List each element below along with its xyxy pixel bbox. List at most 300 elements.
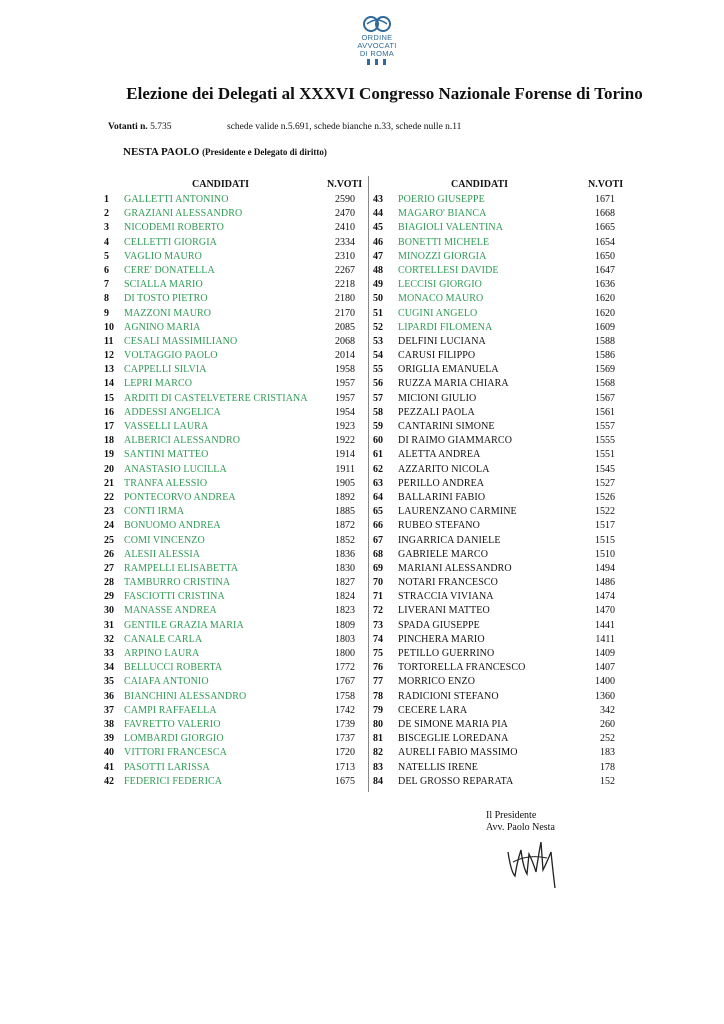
candidate-name: RAMPELLI ELISABETTA xyxy=(124,562,239,574)
candidate-name: LECCISI GIORGIO xyxy=(398,279,482,291)
signature-name: Avv. Paolo Nesta xyxy=(486,822,555,833)
table-row xyxy=(0,236,724,250)
candidate-votes: 1474 xyxy=(595,591,615,603)
candidate-votes: 1830 xyxy=(335,562,355,574)
row-number: 69 xyxy=(373,562,383,574)
candidate-votes: 1885 xyxy=(335,506,355,518)
logo-line-3: DI ROMA xyxy=(359,49,395,58)
row-number: 78 xyxy=(373,690,383,702)
candidate-votes: 1494 xyxy=(595,562,615,574)
row-number: 44 xyxy=(373,208,383,220)
candidate-name: CANALE CARLA xyxy=(124,633,203,645)
candidate-votes: 1957 xyxy=(335,378,355,390)
row-number: 61 xyxy=(373,449,383,461)
table-row xyxy=(0,675,724,689)
candidate-name: CORTELLESI DAVIDE xyxy=(398,264,499,276)
row-number: 64 xyxy=(373,491,383,503)
candidate-name: BISCEGLIE LOREDANA xyxy=(398,733,509,745)
table-row xyxy=(0,590,724,604)
table-row xyxy=(0,775,724,789)
candidate-name: CAIAFA ANTONIO xyxy=(124,676,209,688)
table-row xyxy=(0,647,724,661)
row-number: 9 xyxy=(104,307,109,319)
table-row xyxy=(0,349,724,363)
candidate-votes: 342 xyxy=(600,704,615,716)
table-row xyxy=(0,604,724,618)
row-number: 53 xyxy=(373,335,383,347)
signature-title: Il Presidente xyxy=(486,810,537,821)
row-number: 52 xyxy=(373,321,383,333)
candidate-votes: 1957 xyxy=(335,392,355,404)
candidate-name: RADICIONI STEFANO xyxy=(398,690,499,702)
candidate-votes: 1527 xyxy=(595,477,615,489)
candidate-votes: 260 xyxy=(600,718,615,730)
row-number: 7 xyxy=(104,279,109,291)
candidate-name: MAZZONI MAURO xyxy=(124,307,212,319)
candidate-name: FASCIOTTI CRISTINA xyxy=(124,591,225,603)
candidate-name: DI RAIMO GIAMMARCO xyxy=(398,435,513,447)
candidate-votes: 2170 xyxy=(335,307,355,319)
candidate-name: LAURENZANO CARMINE xyxy=(398,506,517,518)
candidate-votes: 1958 xyxy=(335,364,355,376)
row-number: 6 xyxy=(104,264,109,276)
row-number: 25 xyxy=(104,534,114,546)
candidate-votes: 1650 xyxy=(595,250,615,262)
candidate-votes: 1675 xyxy=(335,775,355,787)
candidate-name: BIAGIOLI VALENTINA xyxy=(398,222,504,234)
candidate-votes: 1360 xyxy=(595,690,615,702)
candidate-name: VAGLIO MAURO xyxy=(124,250,202,262)
table-row xyxy=(0,463,724,477)
candidate-votes: 2470 xyxy=(335,208,355,220)
row-number: 3 xyxy=(104,222,109,234)
table-row xyxy=(0,420,724,434)
candidate-name: ALBERICI ALESSANDRO xyxy=(124,435,241,447)
candidate-votes: 1588 xyxy=(595,335,615,347)
candidate-name: MONACO MAURO xyxy=(398,293,484,305)
candidate-votes: 1551 xyxy=(595,449,615,461)
table-row xyxy=(0,406,724,420)
row-number: 20 xyxy=(104,463,114,475)
candidate-votes: 1809 xyxy=(335,619,355,631)
row-number: 38 xyxy=(104,718,114,730)
row-number: 59 xyxy=(373,421,383,432)
candidate-votes: 1767 xyxy=(335,676,355,688)
row-number: 83 xyxy=(373,761,383,773)
row-number: 60 xyxy=(373,435,383,447)
row-number: 71 xyxy=(373,591,383,603)
candidate-name: PERILLO ANDREA xyxy=(398,477,485,489)
candidate-name: GRAZIANI ALESSANDRO xyxy=(124,208,243,220)
row-number: 50 xyxy=(373,293,383,305)
row-number: 11 xyxy=(104,335,114,347)
candidate-votes: 1441 xyxy=(595,619,615,631)
candidate-votes: 1620 xyxy=(595,293,615,305)
candidate-votes: 1411 xyxy=(595,633,615,645)
candidate-name: COMI VINCENZO xyxy=(124,534,205,546)
table-row xyxy=(0,292,724,306)
row-number: 58 xyxy=(373,406,383,418)
row-number: 5 xyxy=(104,250,109,262)
table-row xyxy=(0,704,724,718)
row-number: 51 xyxy=(373,307,383,319)
candidate-votes: 2310 xyxy=(335,250,355,262)
row-number: 73 xyxy=(373,619,383,631)
table-row xyxy=(0,278,724,292)
row-number: 12 xyxy=(104,350,114,362)
candidate-name: ARPINO LAURA xyxy=(124,648,200,659)
row-number: 65 xyxy=(373,506,383,518)
row-number: 66 xyxy=(373,520,383,532)
candidate-votes: 2334 xyxy=(335,236,355,248)
row-number: 14 xyxy=(104,378,114,390)
candidate-votes: 1720 xyxy=(335,747,355,759)
candidate-votes: 1620 xyxy=(595,307,615,319)
candidate-votes: 1852 xyxy=(335,534,355,546)
candidate-votes: 1914 xyxy=(335,449,355,461)
candidate-name: MANASSE ANDREA xyxy=(124,605,217,617)
candidate-votes: 1654 xyxy=(595,236,615,248)
candidate-name: TRANFA ALESSIO xyxy=(124,477,208,489)
row-number: 15 xyxy=(104,392,114,404)
candidate-votes: 2590 xyxy=(335,194,355,205)
ordine-avvocati-logo xyxy=(352,14,402,66)
page-title: Elezione dei Delegati al XXXVI Congresso Nazionale Forense di Torino xyxy=(126,84,643,103)
table-row xyxy=(0,363,724,377)
row-number: 75 xyxy=(373,648,383,659)
candidate-name: MORRICO ENZO xyxy=(398,676,476,688)
row-number: 27 xyxy=(104,562,114,574)
candidate-name: MARIANI ALESSANDRO xyxy=(398,562,512,574)
candidate-votes: 1824 xyxy=(335,591,355,603)
candidate-votes: 1557 xyxy=(595,421,615,432)
row-number: 76 xyxy=(373,662,383,674)
candidate-votes: 1713 xyxy=(335,761,355,773)
table-row xyxy=(0,335,724,349)
row-number: 17 xyxy=(104,421,114,432)
voters-value: 5.735 xyxy=(150,122,172,132)
candidate-name: DELFINI LUCIANA xyxy=(398,335,486,347)
row-number: 49 xyxy=(373,279,383,291)
table-row xyxy=(0,321,724,335)
candidate-name: NICODEMI ROBERTO xyxy=(124,222,224,234)
row-number: 16 xyxy=(104,406,114,418)
candidate-name: AGNINO MARIA xyxy=(124,321,201,333)
candidate-votes: 178 xyxy=(600,761,615,773)
row-number: 43 xyxy=(373,194,383,205)
candidate-votes: 152 xyxy=(600,775,615,787)
candidate-name: CERE' DONATELLA xyxy=(124,264,215,276)
candidate-votes: 1872 xyxy=(335,520,355,532)
table-row xyxy=(0,562,724,576)
candidate-name: DI TOSTO PIETRO xyxy=(124,293,208,305)
candidate-votes: 1737 xyxy=(335,733,355,745)
candidate-name: STRACCIA VIVIANA xyxy=(398,591,494,603)
table-row xyxy=(0,576,724,590)
candidate-name: RUZZA MARIA CHIARA xyxy=(398,378,509,390)
candidate-votes: 1827 xyxy=(335,577,355,589)
candidate-votes: 2014 xyxy=(335,350,355,362)
row-number: 19 xyxy=(104,449,114,461)
candidate-name: NOTARI FRANCESCO xyxy=(398,577,498,589)
row-number: 80 xyxy=(373,718,383,730)
candidate-votes: 1486 xyxy=(595,577,615,589)
candidate-name: MAGARO' BIANCA xyxy=(398,208,487,220)
candidate-votes: 1836 xyxy=(335,548,355,560)
row-number: 72 xyxy=(373,605,383,617)
row-number: 68 xyxy=(373,548,383,560)
table-row xyxy=(0,519,724,533)
table-row xyxy=(0,690,724,704)
candidate-name: CECERE LARA xyxy=(398,704,468,716)
left-votes-header: N.VOTI xyxy=(327,179,363,190)
row-number: 8 xyxy=(104,293,109,305)
candidate-votes: 1911 xyxy=(335,463,355,475)
candidate-name: PONTECORVO ANDREA xyxy=(124,491,236,503)
table-row xyxy=(0,434,724,448)
logo-columns-icon xyxy=(365,58,389,66)
candidate-name: CAPPELLI SILVIA xyxy=(124,364,207,376)
row-number: 54 xyxy=(373,350,383,362)
candidate-votes: 1923 xyxy=(335,421,355,432)
left-candidates-header: CANDIDATI xyxy=(192,179,250,190)
candidate-votes: 2085 xyxy=(335,321,355,333)
table-row xyxy=(0,534,724,548)
row-number: 55 xyxy=(373,364,383,376)
candidate-votes: 1470 xyxy=(595,605,615,617)
row-number: 67 xyxy=(373,534,383,546)
row-number: 31 xyxy=(104,619,114,631)
candidate-votes: 2180 xyxy=(335,293,355,305)
candidate-votes: 1742 xyxy=(335,704,355,716)
table-row xyxy=(0,505,724,519)
candidate-votes: 1954 xyxy=(335,406,355,418)
row-number: 13 xyxy=(104,364,114,376)
logo-line-2: AVVOCATI xyxy=(357,41,397,50)
candidate-votes: 1400 xyxy=(595,676,615,688)
candidate-name: BONETTI MICHELE xyxy=(398,236,490,248)
candidate-name: POERIO GIUSEPPE xyxy=(398,194,485,205)
row-number: 37 xyxy=(104,704,114,716)
candidate-votes: 1803 xyxy=(335,633,355,645)
row-number: 29 xyxy=(104,591,114,603)
candidate-name: GENTILE GRAZIA MARIA xyxy=(124,619,244,631)
row-number: 45 xyxy=(373,222,383,234)
candidate-votes: 1922 xyxy=(335,435,355,447)
candidate-name: DE SIMONE MARIA PIA xyxy=(398,718,508,730)
row-number: 74 xyxy=(373,633,383,645)
candidate-votes: 1569 xyxy=(595,364,615,376)
candidate-name: LIVERANI MATTEO xyxy=(398,605,490,617)
candidate-votes: 1671 xyxy=(595,194,615,205)
row-number: 82 xyxy=(373,747,383,759)
table-row xyxy=(0,633,724,647)
row-number: 22 xyxy=(104,491,114,503)
table-row xyxy=(0,377,724,391)
table-row xyxy=(0,491,724,505)
candidate-votes: 1739 xyxy=(335,718,355,730)
candidate-name: DEL GROSSO REPARATA xyxy=(398,775,514,787)
row-number: 30 xyxy=(104,605,114,617)
candidate-name: GALLETTI ANTONINO xyxy=(124,194,229,205)
row-number: 21 xyxy=(104,477,114,489)
table-row xyxy=(0,264,724,278)
logo-emblem-icon xyxy=(361,14,393,34)
candidate-name: VOLTAGGIO PAOLO xyxy=(124,350,218,362)
candidate-name: PETILLO GUERRINO xyxy=(398,648,495,659)
candidate-name: FEDERICI FEDERICA xyxy=(124,775,223,787)
candidate-votes: 183 xyxy=(600,747,615,759)
president-line xyxy=(123,146,327,158)
president-role: (Presidente e Delegato di diritto) xyxy=(202,147,327,157)
row-number: 81 xyxy=(373,733,383,745)
table-row xyxy=(0,761,724,775)
candidate-votes: 1526 xyxy=(595,491,615,503)
candidate-name: PEZZALI PAOLA xyxy=(398,406,475,418)
row-number: 46 xyxy=(373,236,383,248)
candidate-name: LIPARDI FILOMENA xyxy=(398,321,493,333)
candidate-name: LEPRI MARCO xyxy=(124,378,193,390)
candidate-name: PINCHERA MARIO xyxy=(398,633,485,645)
row-number: 40 xyxy=(104,747,114,759)
row-number: 62 xyxy=(373,463,383,475)
row-number: 39 xyxy=(104,733,114,745)
candidate-name: CANTARINI SIMONE xyxy=(398,421,495,432)
candidate-votes: 1609 xyxy=(595,321,615,333)
right-candidates-header: CANDIDATI xyxy=(451,179,509,190)
candidate-votes: 1586 xyxy=(595,350,615,362)
handwritten-signature xyxy=(503,832,563,890)
candidate-votes: 1665 xyxy=(595,222,615,234)
candidate-name: SANTINI MATTEO xyxy=(124,449,209,461)
table-row xyxy=(0,307,724,321)
candidate-name: CELLETTI GIORGIA xyxy=(124,236,217,248)
row-number: 34 xyxy=(104,662,114,674)
table-row xyxy=(0,477,724,491)
candidate-votes: 1647 xyxy=(595,264,615,276)
table-row xyxy=(0,392,724,406)
candidate-name: INGARRICA DANIELE xyxy=(398,534,501,546)
candidate-name: LOMBARDI GIORGIO xyxy=(124,733,224,745)
candidate-votes: 1517 xyxy=(595,520,615,532)
president-name: NESTA PAOLO xyxy=(123,146,200,158)
candidate-votes: 2267 xyxy=(335,264,355,276)
candidate-name: TORTORELLA FRANCESCO xyxy=(398,662,526,674)
candidate-votes: 1545 xyxy=(595,463,615,475)
candidate-name: CONTI IRMA xyxy=(124,506,185,518)
candidate-votes: 1567 xyxy=(595,392,615,404)
candidate-votes: 2218 xyxy=(335,279,355,291)
candidate-name: ORIGLIA EMANUELA xyxy=(398,364,499,376)
candidate-votes: 1407 xyxy=(595,662,615,674)
candidate-name: GABRIELE MARCO xyxy=(398,548,489,560)
candidate-votes: 1892 xyxy=(335,491,355,503)
voters-label: Votanti n. xyxy=(108,122,148,132)
candidate-votes: 1510 xyxy=(595,548,615,560)
candidate-name: ALESII ALESSIA xyxy=(124,548,201,560)
row-number: 48 xyxy=(373,264,383,276)
table-row xyxy=(0,746,724,760)
candidate-name: MICIONI GIULIO xyxy=(398,392,477,404)
row-number: 26 xyxy=(104,548,114,560)
candidate-name: CESALI MASSIMILIANO xyxy=(124,335,238,347)
candidate-name: BELLUCCI ROBERTA xyxy=(124,662,223,674)
candidate-name: BALLARINI FABIO xyxy=(398,491,486,503)
table-row xyxy=(0,661,724,675)
candidate-name: TAMBURRO CRISTINA xyxy=(124,577,231,589)
candidate-name: NATELLIS IRENE xyxy=(398,761,478,773)
candidate-votes: 1636 xyxy=(595,279,615,291)
row-number: 42 xyxy=(104,775,114,787)
row-number: 24 xyxy=(104,520,114,532)
row-number: 84 xyxy=(373,775,383,787)
candidate-votes: 1905 xyxy=(335,477,355,489)
vote-statistics xyxy=(108,122,462,132)
row-number: 57 xyxy=(373,392,383,404)
candidate-name: VITTORI FRANCESCA xyxy=(124,747,227,759)
row-number: 79 xyxy=(373,704,383,716)
table-row xyxy=(0,548,724,562)
candidate-name: ALETTA ANDREA xyxy=(398,449,481,461)
candidate-votes: 2068 xyxy=(335,335,355,347)
row-number: 1 xyxy=(104,194,109,205)
candidate-name: RUBEO STEFANO xyxy=(398,520,480,532)
ballot-details: schede valide n.5.691, schede bianche n.33, schede nulle n.11 xyxy=(227,122,462,132)
candidate-votes: 1823 xyxy=(335,605,355,617)
table-row xyxy=(0,619,724,633)
candidate-votes: 1522 xyxy=(595,506,615,518)
row-number: 18 xyxy=(104,435,114,447)
candidate-name: CUGINI ANGELO xyxy=(398,307,478,319)
table-row xyxy=(0,193,724,207)
row-number: 2 xyxy=(104,208,109,220)
row-number: 36 xyxy=(104,690,114,702)
candidate-votes: 252 xyxy=(600,733,615,745)
table-row xyxy=(0,221,724,235)
candidate-votes: 1668 xyxy=(595,208,615,220)
candidate-votes: 1800 xyxy=(335,648,355,659)
row-number: 32 xyxy=(104,633,114,645)
row-number: 56 xyxy=(373,378,383,390)
candidate-name: ADDESSI ANGELICA xyxy=(124,406,221,418)
candidate-name: MINOZZI GIORGIA xyxy=(398,250,487,262)
candidate-name: PASOTTI LARISSA xyxy=(124,761,210,773)
candidate-votes: 1409 xyxy=(595,648,615,659)
candidate-name: SPADA GIUSEPPE xyxy=(398,619,480,631)
table-row xyxy=(0,718,724,732)
row-number: 41 xyxy=(104,761,114,773)
row-number: 47 xyxy=(373,250,383,262)
candidate-votes: 2410 xyxy=(335,222,355,234)
candidate-votes: 1568 xyxy=(595,378,615,390)
candidate-name: AZZARITO NICOLA xyxy=(398,463,490,475)
candidate-name: AURELI FABIO MASSIMO xyxy=(398,747,518,759)
logo-line-1: ORDINE xyxy=(361,33,393,42)
candidate-name: FAVRETTO VALERIO xyxy=(124,718,221,730)
candidate-name: ANASTASIO LUCILLA xyxy=(124,463,227,475)
candidate-votes: 1561 xyxy=(595,406,615,418)
row-number: 70 xyxy=(373,577,383,589)
table-row xyxy=(0,207,724,221)
row-number: 63 xyxy=(373,477,383,489)
candidate-name: ARDITI DI CASTELVETERE CRISTIANA xyxy=(124,392,308,404)
row-number: 28 xyxy=(104,577,114,589)
table-row xyxy=(0,448,724,462)
right-results-table xyxy=(0,193,724,789)
candidate-votes: 1758 xyxy=(335,690,355,702)
row-number: 33 xyxy=(104,648,114,659)
candidate-name: BONUOMO ANDREA xyxy=(124,520,221,532)
